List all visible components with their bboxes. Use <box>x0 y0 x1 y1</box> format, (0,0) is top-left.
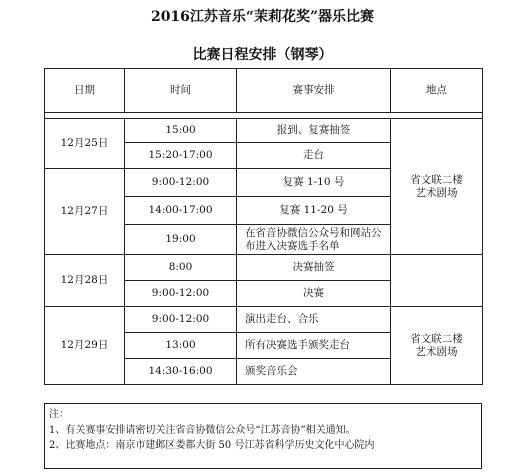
venue-line: 省文联二楼 <box>410 332 463 345</box>
venue-cell-empty <box>391 255 483 307</box>
page-subtitle: 比赛日程安排（钢琴） <box>192 47 333 63</box>
header-date: 日期 <box>45 69 125 113</box>
table-row <box>45 307 483 333</box>
venue-cell <box>391 119 483 255</box>
event-cell: 决赛抽签 <box>237 255 391 281</box>
notes-box <box>44 403 482 469</box>
table-row <box>45 255 483 281</box>
time-cell: 15:00 <box>125 119 237 143</box>
header-time: 时间 <box>125 69 237 113</box>
event-cell: 在省音协微信公众号和网站公布进入决赛选手名单 <box>237 225 391 255</box>
event-cell: 复赛 11-20 号 <box>237 197 391 225</box>
schedule-table <box>44 68 483 385</box>
header-venue: 地点 <box>391 69 483 113</box>
note-item: 2、比赛地点：南京市建邺区娄都大街 50 号江苏省科学历史文化中心院内 <box>49 440 375 451</box>
note-item: 1、有关赛事安排请密切关注省音协微信公众号“江苏音协”相关通知。 <box>49 424 356 436</box>
event-cell: 演出走台、合乐 <box>237 307 391 333</box>
page-title: 2016江苏音乐“茉莉花奖”器乐比赛 <box>150 9 375 25</box>
time-cell: 8:00 <box>125 255 237 281</box>
event-cell: 所有决赛选手颁奖走台 <box>237 333 391 359</box>
date-cell: 12月29日 <box>45 307 125 385</box>
date-cell: 12月28日 <box>45 255 125 307</box>
venue-line: 艺术剧场 <box>415 345 458 358</box>
time-cell: 9:00-12:00 <box>125 307 237 333</box>
venue-cell <box>391 307 483 385</box>
notes-label: 注： <box>49 409 69 420</box>
time-cell: 9:00-12:00 <box>125 281 237 307</box>
time-cell: 13:00 <box>125 333 237 359</box>
time-cell: 15:20-17:00 <box>125 143 237 169</box>
venue-line: 艺术剧场 <box>415 186 458 199</box>
date-cell: 12月25日 <box>45 119 125 169</box>
venue-line: 省文联二楼 <box>410 173 463 186</box>
time-cell: 14:30-16:00 <box>125 359 237 385</box>
time-cell: 14:00-17:00 <box>125 197 237 225</box>
header-event: 赛事安排 <box>237 69 391 113</box>
table-row <box>45 119 483 143</box>
event-cell: 决赛 <box>237 281 391 307</box>
time-cell: 9:00-12:00 <box>125 169 237 197</box>
event-cell: 走台 <box>237 143 391 169</box>
time-cell: 19:00 <box>125 225 237 255</box>
event-cell: 报到、复赛抽签 <box>237 119 391 143</box>
date-cell: 12月27日 <box>45 169 125 255</box>
event-cell: 颁奖音乐会 <box>237 359 391 385</box>
event-cell: 复赛 1-10 号 <box>237 169 391 197</box>
table-header-row <box>45 69 483 113</box>
